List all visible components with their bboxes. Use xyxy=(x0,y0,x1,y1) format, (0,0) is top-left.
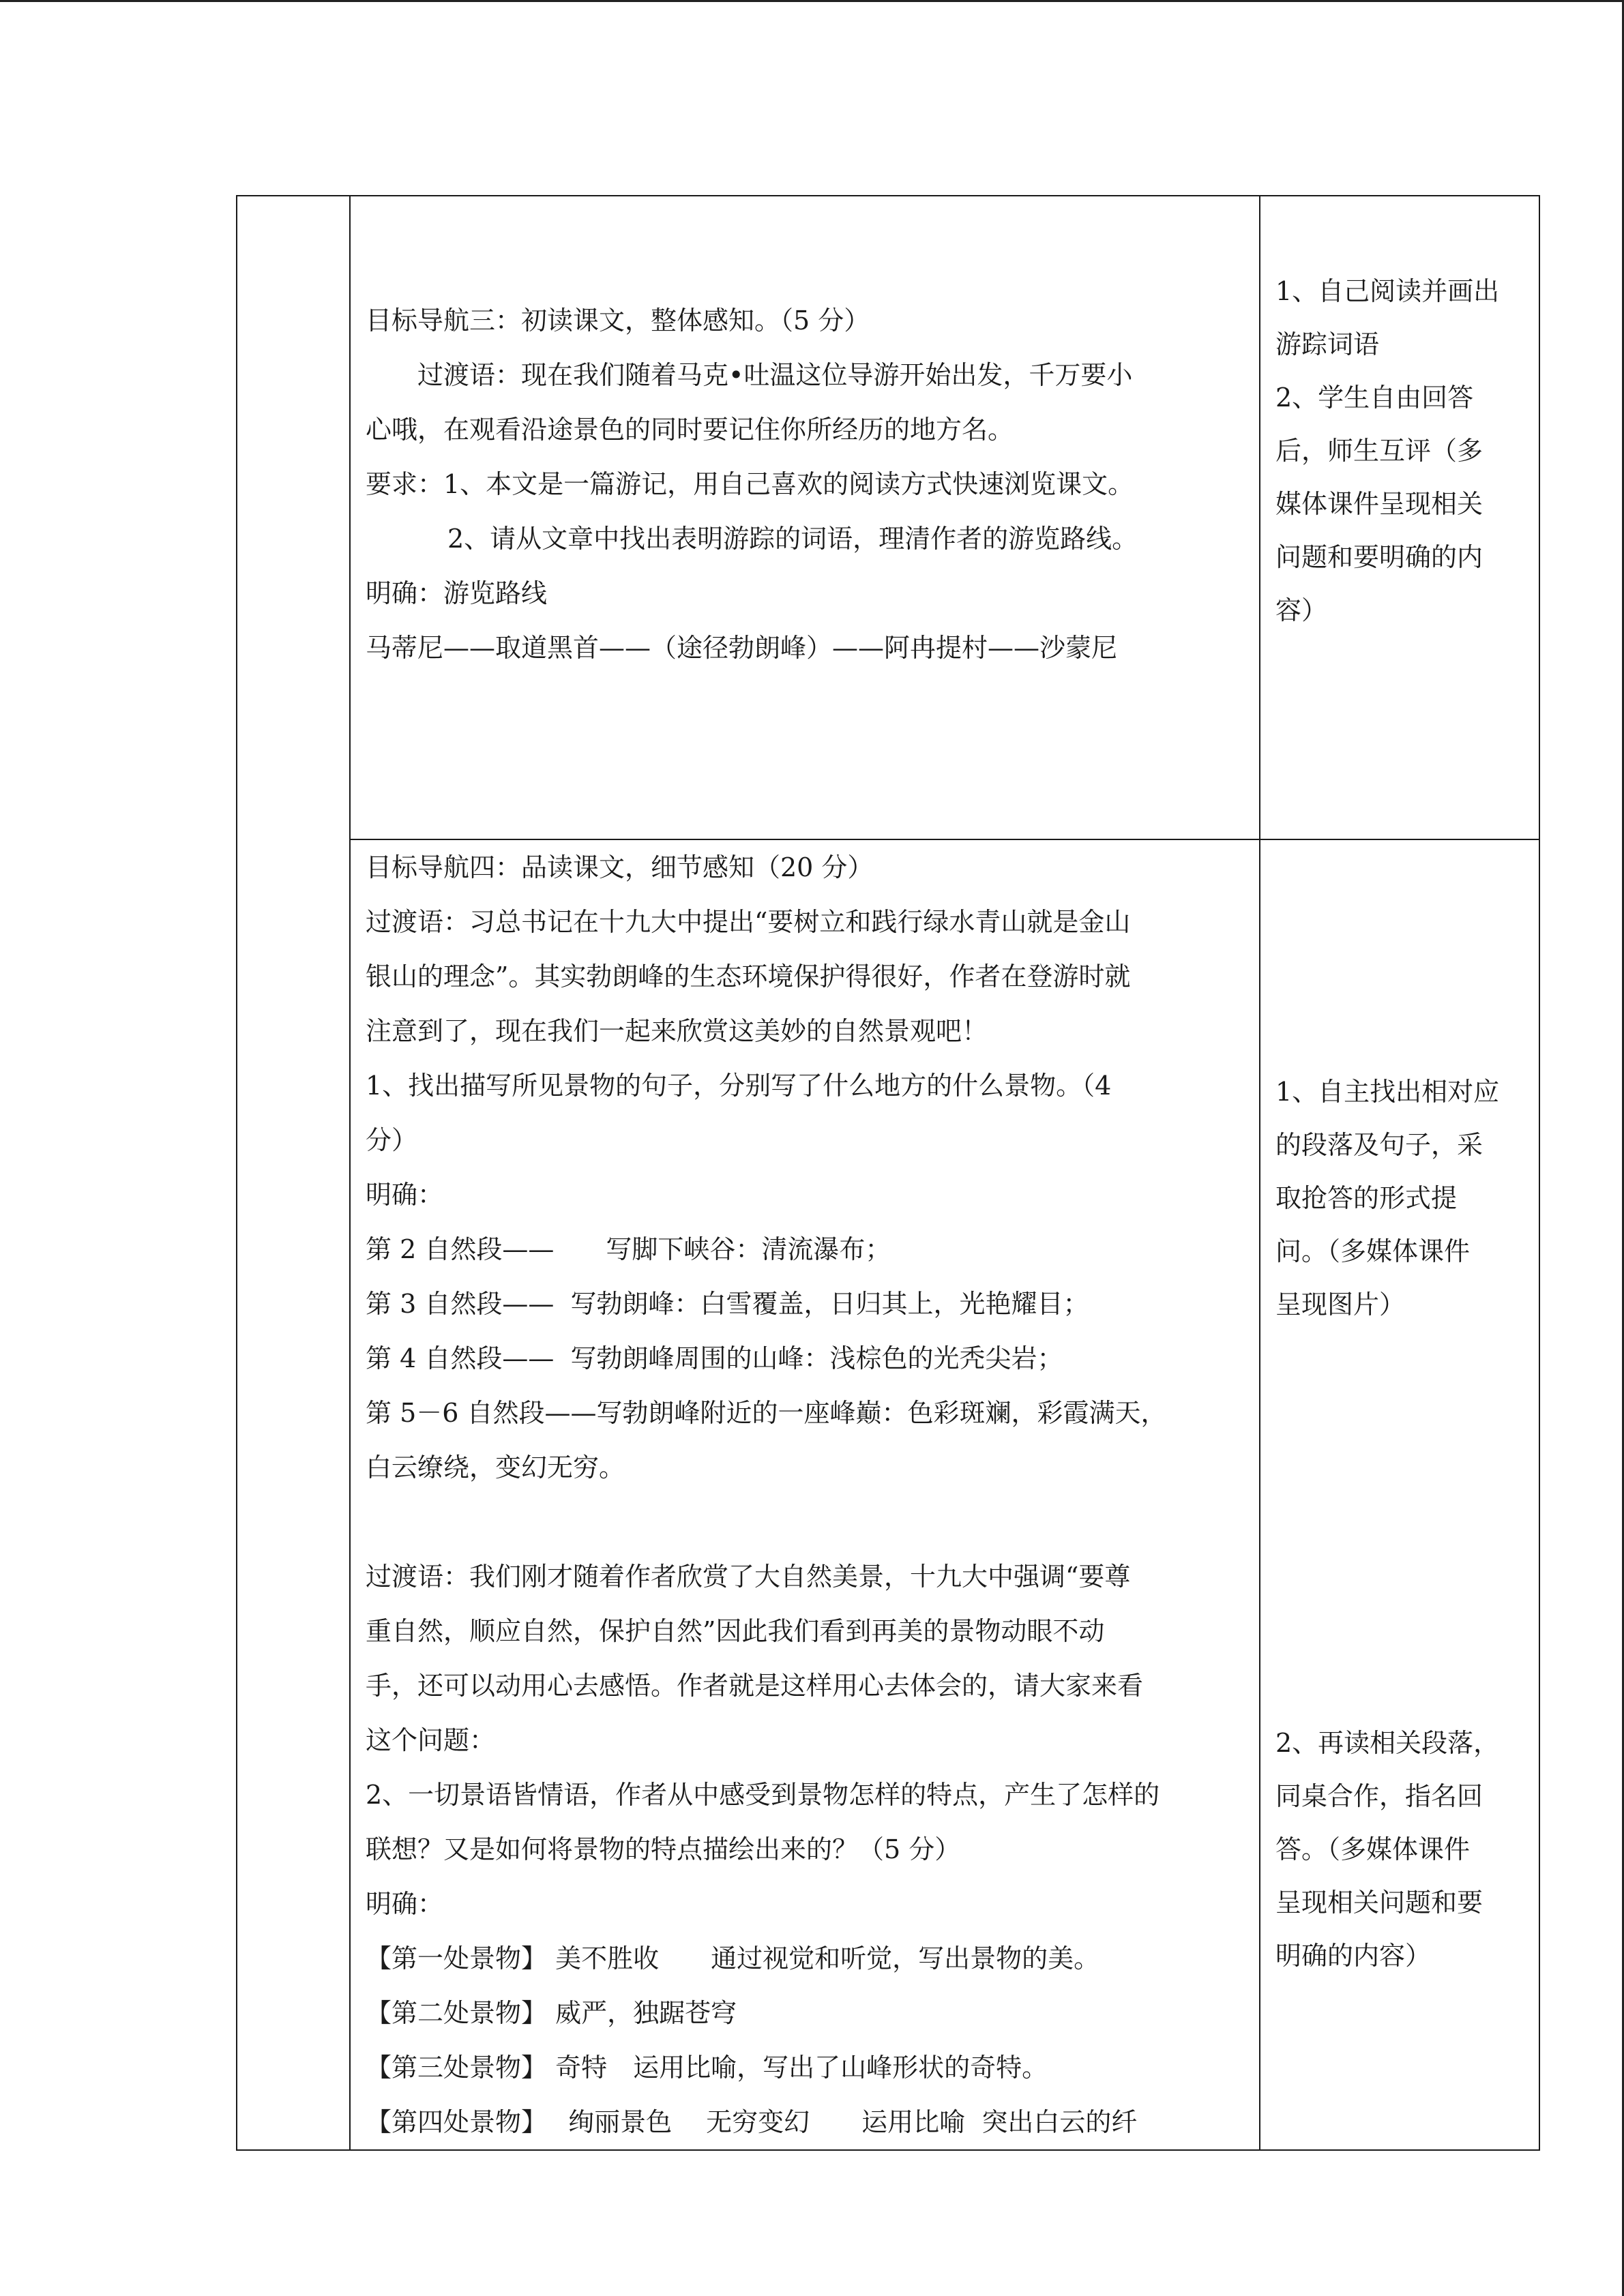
side-text: 游踪词语 xyxy=(1275,329,1380,359)
section4-text: 第 2 自然段—— 写脚下峡谷：清流瀑布； xyxy=(366,1234,891,1264)
section3-transition-cont: 心哦，在观看沿途景色的同时要记住你所经历的地方名。 xyxy=(366,415,1014,445)
section3-heading: 目标导航三：初读课文，整体感知。（5 分） xyxy=(366,305,870,336)
section4-text: 第 5－6 自然段——写勃朗峰附近的一座峰巅：色彩斑斓，彩霞满天， xyxy=(366,1398,1167,1428)
section4-text: 【第二处景物】 威严，独踞苍穹 xyxy=(366,1998,737,2028)
side-text: 取抢答的形式提 xyxy=(1275,1183,1458,1213)
section4-transition-2: 过渡语：我们刚才随着作者欣赏了大自然美景，十九大中强调“要尊 xyxy=(366,1562,1131,1592)
table-row xyxy=(237,839,1539,2150)
section3-transition: 过渡语：现在我们随着马克•吐温这位导游开始出发，千万要小 xyxy=(417,360,1133,390)
section4-question-2: 2、一切景语皆情语，作者从中感受到景物怎样的特点，产生了怎样的 xyxy=(366,1780,1160,1810)
section3-content xyxy=(350,196,1260,839)
step-label-cell xyxy=(237,196,350,2150)
section4-text: 过渡语：习总书记在十九大中提出“要树立和践行绿水青山就是金山 xyxy=(366,907,1131,937)
section3-student-activity xyxy=(1260,196,1539,839)
side-text: 1、自己阅读并画出 xyxy=(1275,276,1500,306)
table-row xyxy=(237,196,1539,839)
side-text: 后，师生互评（多 xyxy=(1275,436,1483,466)
section4-student-activity xyxy=(1260,839,1539,2150)
side-text: 呈现图片） xyxy=(1275,1289,1406,1320)
side-text: 容） xyxy=(1275,595,1328,625)
section4-text: 重自然，顺应自然，保护自然”因此我们看到再美的景物动眼不动 xyxy=(366,1616,1105,1646)
side-text: 明确的内容） xyxy=(1275,1941,1432,1971)
section4-text: 第 4 自然段—— 写勃朗峰周围的山峰：浅棕色的光秃尖岩； xyxy=(366,1343,1063,1373)
side-text: 呈现相关问题和要 xyxy=(1275,1888,1483,1918)
section3-requirement-2: 2、请从文章中找出表明游踪的词语，理清作者的游览路线。 xyxy=(447,524,1138,554)
section4-text: 【第一处景物】 美不胜收 通过视觉和听觉，写出景物的美。 xyxy=(366,1943,1100,1973)
section4-text: 银山的理念”。其实勃朗峰的生态环境保护得很好，作者在登游时就 xyxy=(366,961,1131,992)
side-text: 问。（多媒体课件 xyxy=(1275,1236,1471,1266)
page-border-top xyxy=(0,0,1624,2)
section4-text: 第 3 自然段—— 写勃朗峰：白雪覆盖，日归其上，光艳耀目； xyxy=(366,1289,1089,1319)
side-text: 的段落及句子，采 xyxy=(1275,1130,1483,1160)
section4-text: 【第三处景物】 奇特 运用比喻，写出了山峰形状的奇特。 xyxy=(366,2053,1048,2083)
section4-text: 白云缭绕，变幻无穷。 xyxy=(366,1452,625,1482)
section4-text: 分） xyxy=(366,1125,418,1155)
section4-content xyxy=(350,839,1260,2150)
section4-text: 手，还可以动用心去感悟。作者就是这样用心去体会的，请大家来看 xyxy=(366,1671,1144,1701)
section4-text: 联想？又是如何将景物的特点描绘出来的？（5 分） xyxy=(366,1834,961,1864)
section4-heading: 目标导航四：品读课文，细节感知（20 分） xyxy=(366,852,874,882)
section3-route: 马蒂尼——取道黑首——（途径勃朗峰）——阿冉提村——沙蒙尼 xyxy=(366,633,1118,663)
section3-clarify: 明确：游览路线 xyxy=(366,578,548,608)
section4-text: 明确： xyxy=(366,1180,444,1210)
side-text: 2、再读相关段落， xyxy=(1275,1728,1500,1758)
side-text: 答。（多媒体课件 xyxy=(1275,1834,1471,1864)
side-text: 1、自主找出相对应 xyxy=(1275,1077,1500,1107)
lesson-plan-table xyxy=(236,195,1540,2151)
section4-question-1: 1、找出描写所见景物的句子，分别写了什么地方的什么景物。（4 xyxy=(366,1071,1112,1101)
side-text: 问题和要明确的内 xyxy=(1275,542,1483,572)
section4-text: 这个问题： xyxy=(366,1725,496,1755)
side-text: 媒体课件呈现相关 xyxy=(1275,489,1483,519)
section4-text: 【第四处景物】 绚丽景色 无穷变幻 运用比喻 突出白云的纤 xyxy=(366,2107,1138,2137)
section3-requirement-1: 要求：1、本文是一篇游记，用自己喜欢的阅读方式快速浏览课文。 xyxy=(366,469,1134,499)
side-text: 2、学生自由回答 xyxy=(1275,383,1474,413)
section4-text: 注意到了，现在我们一起来欣赏这美妙的自然景观吧！ xyxy=(366,1016,988,1046)
side-text: 同桌合作，指名回 xyxy=(1275,1781,1483,1811)
section4-text: 明确： xyxy=(366,1889,444,1919)
